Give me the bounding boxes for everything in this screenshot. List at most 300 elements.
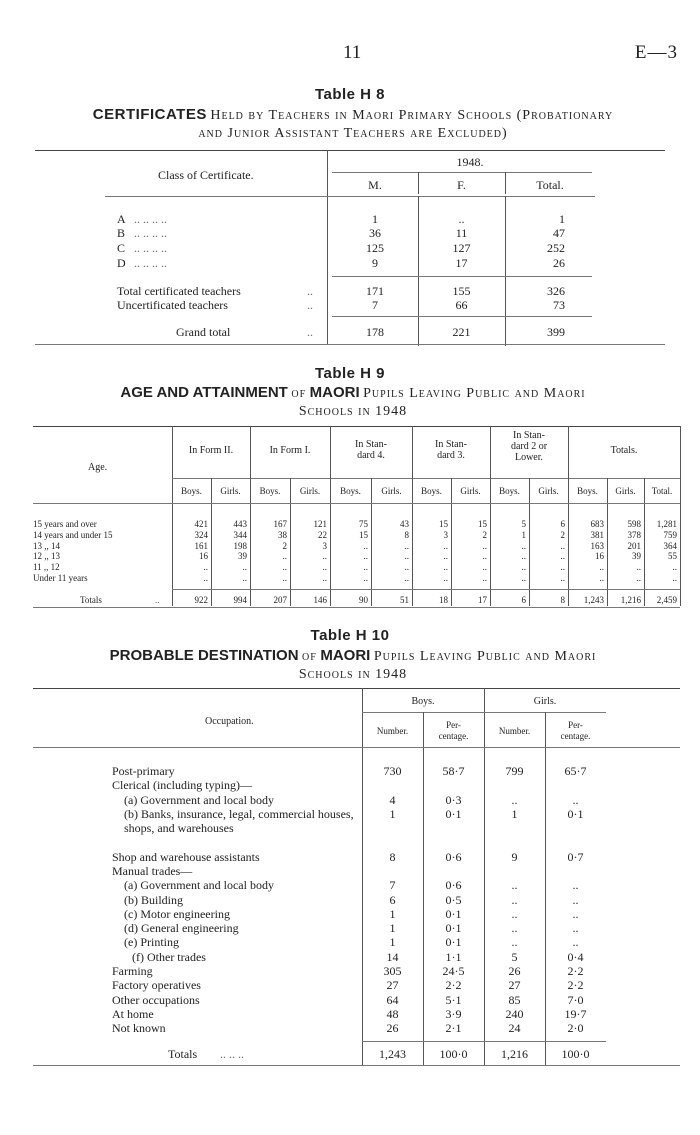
table-h10-title-b: of [302, 649, 317, 664]
rule-line [33, 426, 680, 427]
table-h10-title-d: Pupils Leaving Public and Maori [373, 649, 597, 664]
h10-boys-percentage: 0·1 [445, 907, 462, 921]
table-h10-title-a: PROBABLE DESTINATION [109, 647, 299, 664]
h9-group-header-line: dard 4. [357, 450, 385, 461]
h9-cell: .. [599, 562, 604, 572]
h9-sub-header: Girls. [299, 486, 321, 496]
h8-summary-dots: .. [307, 284, 313, 298]
table-h10-title-c: MAORI [320, 647, 371, 664]
h10-boys-number: 305 [383, 964, 402, 978]
h9-totals-label: Totals [80, 595, 102, 605]
h8-cell-total: 47 [553, 226, 565, 240]
h10-row-label: At home [112, 1007, 154, 1021]
column-divider [680, 426, 681, 606]
h9-sub-header: Boys. [499, 486, 520, 496]
h9-total-cell: 6 [521, 595, 526, 605]
h10-row-label: (a) Government and local body [124, 878, 274, 892]
h9-cell: .. [636, 573, 641, 583]
h9-total-cell: 146 [313, 595, 327, 605]
h9-cell: 167 [273, 519, 287, 529]
h10-boys-number: 1 [389, 807, 396, 821]
h10-boys-percentage: 5·1 [445, 993, 462, 1007]
h9-cell: .. [203, 562, 208, 572]
h9-cell: .. [282, 551, 287, 561]
h10-boys-number: 4 [389, 793, 396, 807]
table-h9-name: Table H 9 [314, 365, 386, 382]
h9-cell: 3 [322, 541, 327, 551]
h10-girls-percentage: 19·7 [564, 1007, 587, 1021]
h10-girls-percentage: 2·2 [567, 978, 584, 992]
h8-cell-total: 326 [547, 284, 565, 298]
h9-cell: .. [322, 573, 327, 583]
h10-boys-percentage: 0·1 [445, 921, 462, 935]
h9-cell: 2 [282, 541, 287, 551]
h10-row-label: Shop and warehouse assistants [112, 850, 260, 864]
rule-line [362, 712, 606, 713]
h9-cell: .. [443, 573, 448, 583]
h8-summary-dots: .. [307, 298, 313, 312]
h9-cell: .. [404, 541, 409, 551]
h9-sub-header: Girls. [615, 486, 636, 496]
h10-total-boys-percentage: 100·0 [439, 1047, 468, 1061]
h9-cell: .. [404, 573, 409, 583]
h9-group-header [568, 445, 680, 456]
h9-total-cell: 18 [439, 595, 448, 605]
h10-girls-number: 799 [505, 764, 524, 778]
rule-line [105, 196, 595, 197]
table-h8-name: Table H 8 [314, 86, 386, 103]
h10-girls-percentage: 2·2 [567, 964, 584, 978]
h8-cell-total: 73 [553, 298, 565, 312]
h9-cell: .. [521, 573, 526, 583]
h9-cell: 121 [313, 519, 327, 529]
h10-boys-percentage: 0·1 [445, 807, 462, 821]
h10-girls-percentage: 65·7 [564, 764, 587, 778]
h10-girls-percentage: .. [572, 907, 579, 921]
h9-cell: .. [672, 573, 677, 583]
h9-cell: 38 [278, 530, 287, 540]
h9-cell: .. [560, 551, 565, 561]
h9-cell: 683 [590, 519, 604, 529]
h9-cell: .. [482, 573, 487, 583]
h9-totals-dots: .. [155, 595, 160, 605]
h10-col-boys-number: Number. [376, 726, 409, 736]
rule-line [332, 172, 592, 173]
percentage-header-line: centage. [560, 731, 591, 741]
table-h8-title-rest-2: and Junior Assistant Teachers are Excluded) [198, 126, 508, 141]
h10-col-girls-number: Number. [498, 726, 531, 736]
h9-sub-header: Girls. [460, 486, 481, 496]
h8-cell-f: .. [458, 212, 465, 226]
h8-cell-total: 26 [553, 256, 565, 270]
rule-line [172, 478, 680, 479]
h10-girls-number: 240 [505, 1007, 524, 1021]
h10-row-label: Manual trades— [112, 864, 193, 878]
h9-cell: 16 [595, 551, 604, 561]
h9-cell: .. [443, 551, 448, 561]
h9-cell: .. [322, 562, 327, 572]
h9-cell: 161 [194, 541, 208, 551]
h10-girls-percentage: 0·4 [567, 950, 584, 964]
h9-cell: .. [482, 562, 487, 572]
h10-boys-percentage: 0·6 [445, 850, 462, 864]
h9-cell: .. [521, 541, 526, 551]
h9-cell: .. [404, 562, 409, 572]
h10-total-girls-percentage: 100·0 [561, 1047, 590, 1061]
h10-boys-number: 1 [389, 935, 396, 949]
h9-cell: .. [521, 562, 526, 572]
h9-cell: 324 [194, 530, 208, 540]
column-divider [327, 150, 328, 345]
h9-total-cell: 51 [400, 595, 409, 605]
h9-cell: 378 [627, 530, 641, 540]
h9-cell: 344 [233, 530, 247, 540]
h9-cell: .. [203, 573, 208, 583]
h9-cell: .. [560, 562, 565, 572]
rule-line [172, 589, 680, 590]
h8-col-m: M. [368, 178, 382, 192]
h9-sub-header: Boys. [421, 486, 442, 496]
h9-group-header [250, 445, 330, 456]
h10-col-occupation: Occupation. [205, 716, 254, 727]
h9-cell: 364 [663, 541, 677, 551]
table-h9-title-b: of [291, 386, 307, 401]
h8-row-dots: .. .. .. .. [134, 226, 167, 240]
h8-col-f: F. [457, 178, 466, 192]
h9-cell: 5 [521, 519, 526, 529]
h10-girls-percentage: .. [572, 935, 579, 949]
h8-cell-m: 36 [369, 226, 381, 240]
series-code: E—3 [634, 42, 678, 63]
h10-row-label: Factory operatives [112, 978, 201, 992]
h10-col-boys-percentage [423, 720, 484, 742]
h9-cell: .. [560, 573, 565, 583]
h9-total-cell: 1,243 [583, 595, 604, 605]
h8-col-class: Class of Certificate. [158, 168, 254, 182]
h10-boys-number: 730 [383, 764, 402, 778]
h10-boys-percentage: 24·5 [442, 964, 465, 978]
table-h10-name: Table H 10 [310, 627, 390, 644]
h9-sub-header: Boys. [340, 486, 361, 496]
h9-group-header [490, 430, 568, 463]
h9-total-cell: 1,216 [620, 595, 641, 605]
h8-col-year: 1948. [456, 155, 484, 169]
h9-cell: 163 [590, 541, 604, 551]
h8-grand-label: Grand total [176, 325, 231, 339]
h10-row-label: Clerical (including typing)— [112, 778, 252, 792]
h9-cell: .. [482, 541, 487, 551]
rule-line [33, 503, 680, 504]
h8-row-dots: .. .. .. .. [134, 212, 167, 226]
h9-sub-header: Girls. [381, 486, 402, 496]
h9-group-header [412, 439, 490, 461]
h10-row-label: Post-primary [112, 764, 175, 778]
h8-grand-m: 178 [366, 325, 384, 339]
h9-row-age: Under 11 years [33, 573, 88, 583]
h9-sub-header: Total. [651, 486, 673, 496]
h9-sub-header: Boys. [577, 486, 598, 496]
h8-row-label: A [117, 212, 126, 226]
h9-cell: 8 [404, 530, 409, 540]
table-h8-title-lead: CERTIFICATES [92, 106, 207, 123]
h10-row-label: Not known [112, 1021, 166, 1035]
table-h9-title-e: Schools in 1948 [298, 404, 408, 419]
h8-cell-f: 155 [452, 284, 471, 298]
h9-group-header-line: Lower. [514, 452, 544, 463]
h9-group-header-line: In Form II. [188, 445, 234, 456]
h10-girls-number: 85 [508, 993, 521, 1007]
h10-girls-percentage: 0·1 [567, 807, 584, 821]
h10-girls-percentage: .. [572, 793, 579, 807]
h9-cell: 198 [233, 541, 247, 551]
h9-group-header-line: dard 3. [437, 450, 465, 461]
h9-cell: .. [599, 573, 604, 583]
h9-cell: 2 [482, 530, 487, 540]
table-h8-title [28, 106, 678, 143]
rule-line [33, 1065, 680, 1066]
h10-col-girls: Girls. [533, 696, 557, 707]
table-h9-title-c: MAORI [309, 384, 360, 401]
h9-cell: .. [443, 541, 448, 551]
h10-total-boys-number: 1,243 [379, 1047, 406, 1061]
table-h10-title-e: Schools in 1948 [298, 667, 408, 682]
h10-girls-number: .. [511, 907, 518, 921]
h9-cell: 43 [400, 519, 409, 529]
h9-cell: 15 [478, 519, 487, 529]
h9-cell: 39 [632, 551, 641, 561]
h8-cell-m: 9 [372, 256, 378, 270]
h9-cell: 22 [318, 530, 327, 540]
h8-cell-total: 1 [559, 212, 565, 226]
h9-group-header [172, 445, 250, 456]
h9-cell: .. [363, 551, 368, 561]
h9-cell: 421 [194, 519, 208, 529]
h8-cell-f: 127 [452, 241, 471, 255]
h10-boys-percentage: 0·3 [445, 793, 462, 807]
h9-cell: .. [443, 562, 448, 572]
h10-col-girls-percentage [545, 720, 606, 742]
h9-cell: 39 [238, 551, 247, 561]
h9-total-cell: 17 [478, 595, 487, 605]
h8-summary-label: Uncertificated teachers [117, 298, 228, 312]
h9-sub-header: Boys. [259, 486, 281, 496]
h10-row-label: (d) General engineering [124, 921, 239, 935]
h8-row-dots: .. .. .. .. [134, 256, 167, 270]
h9-cell: 6 [560, 519, 565, 529]
h9-group-header-line: In Form I. [269, 445, 311, 456]
h8-col-total: Total. [536, 178, 564, 192]
rule-line [33, 747, 680, 748]
table-h8-title-rest-1: Held by Teachers in Maori Primary Schools (Probationary [210, 108, 614, 123]
h9-cell: 1,281 [656, 519, 677, 529]
h10-boys-percentage: 2·1 [445, 1021, 462, 1035]
h9-cell: 598 [627, 519, 641, 529]
h8-row-label: D [117, 256, 126, 270]
h10-boys-number: 48 [386, 1007, 399, 1021]
h9-row-age: 14 years and under 15 [33, 530, 113, 540]
h10-row-label: (c) Motor engineering [124, 907, 230, 921]
page-number: 11 [343, 42, 362, 63]
h9-cell: .. [363, 562, 368, 572]
h9-cell: 1 [521, 530, 526, 540]
h9-cell: 201 [627, 541, 641, 551]
h9-total-cell: 8 [560, 595, 565, 605]
h9-sub-header: Girls. [538, 486, 559, 496]
h8-cell-f: 66 [455, 298, 468, 312]
table-h10-title [28, 647, 678, 684]
h8-row-label: B [117, 226, 126, 240]
h9-cell: 443 [233, 519, 247, 529]
h10-girls-percentage: .. [572, 921, 579, 935]
h9-cell: 759 [663, 530, 677, 540]
h8-grand-dots: .. [307, 325, 313, 339]
h9-cell: .. [322, 551, 327, 561]
h10-boys-percentage: 58·7 [442, 764, 465, 778]
h9-row-age: 15 years and over [33, 519, 97, 529]
h10-boys-number: 1 [389, 921, 396, 935]
h10-boys-percentage: 0·5 [445, 893, 462, 907]
h9-cell: .. [282, 573, 287, 583]
h8-grand-f: 221 [452, 325, 471, 339]
h9-cell: 2 [560, 530, 565, 540]
h10-row-label: (b) Building [124, 893, 183, 907]
h8-summary-label: Total certificated teachers [117, 284, 241, 298]
h9-row-age: 12 ,, 13 [33, 551, 60, 561]
page-header [0, 42, 700, 66]
h10-boys-percentage: 1·1 [445, 950, 462, 964]
h8-cell-m: 1 [372, 212, 378, 226]
h9-group-header [330, 439, 412, 461]
h9-cell: .. [521, 551, 526, 561]
h9-cell: 3 [443, 530, 448, 540]
h10-boys-number: 26 [386, 1021, 399, 1035]
h10-girls-number: .. [511, 793, 518, 807]
rule-line [332, 276, 592, 277]
h9-sub-header: Boys. [181, 486, 202, 496]
h10-row-label: Farming [112, 964, 153, 978]
rule-line [362, 1041, 606, 1042]
h9-cell: .. [242, 573, 247, 583]
h8-cell-m: 125 [366, 241, 384, 255]
h10-col-boys: Boys. [411, 696, 435, 707]
h9-total-cell: 994 [233, 595, 247, 605]
h10-girls-number: 9 [511, 850, 518, 864]
h9-sub-header: Girls. [220, 486, 241, 496]
h10-boys-number: 1 [389, 907, 396, 921]
h8-grand-total: 399 [547, 325, 565, 339]
rule-line [33, 607, 680, 608]
h10-boys-number: 64 [386, 993, 399, 1007]
table-h9-title-a: AGE AND ATTAINMENT [120, 384, 288, 401]
h9-total-cell: 922 [194, 595, 208, 605]
h10-girls-percentage: .. [572, 878, 579, 892]
h10-girls-number: 1 [511, 807, 518, 821]
h8-cell-f: 11 [455, 226, 468, 240]
h10-girls-number: 24 [508, 1021, 521, 1035]
h10-girls-number: 26 [508, 964, 521, 978]
h8-cell-m: 7 [372, 298, 378, 312]
h9-cell: .. [363, 573, 368, 583]
h10-boys-percentage: 3·9 [445, 1007, 462, 1021]
h10-girls-percentage: .. [572, 893, 579, 907]
table-h9-title-d: Pupils Leaving Public and Maori [363, 386, 586, 401]
percentage-header-line: Per- [446, 720, 461, 730]
h10-boys-percentage: 2·2 [445, 978, 462, 992]
h9-cell: .. [404, 551, 409, 561]
h10-girls-number: 27 [508, 978, 521, 992]
h9-total-cell: 207 [273, 595, 287, 605]
h9-cell: 15 [439, 519, 448, 529]
h9-cell: 16 [199, 551, 208, 561]
h8-cell-m: 171 [366, 284, 384, 298]
h10-totals-dots: .. .. .. [220, 1047, 244, 1061]
h10-boys-percentage: 0·6 [445, 878, 462, 892]
h10-boys-percentage: 0·1 [445, 935, 462, 949]
h9-row-age: 11 ,, 12 [33, 562, 60, 572]
h10-row-label: (b) Banks, insurance, legal, commercial houses, shops, and warehouses [124, 807, 354, 835]
h10-row-label: (f) Other trades [132, 950, 206, 964]
h9-group-header-line: In Stan- [355, 439, 387, 450]
h9-cell: .. [636, 562, 641, 572]
h9-cell: .. [672, 562, 677, 572]
h9-cell: .. [282, 562, 287, 572]
h10-girls-number: .. [511, 878, 518, 892]
table-h9-title [28, 384, 678, 421]
h8-row-label: C [117, 241, 126, 255]
h9-total-cell: 2,459 [656, 595, 677, 605]
h8-row-dots: .. .. .. .. [134, 241, 167, 255]
h10-row-label: (e) Printing [124, 935, 179, 949]
h9-group-header-line: In Stan- [435, 439, 467, 450]
rule-line [332, 316, 592, 317]
h10-totals-label: Totals [168, 1047, 198, 1061]
h10-boys-number: 8 [389, 850, 396, 864]
percentage-header-line: centage. [438, 731, 469, 741]
h9-cell: .. [363, 541, 368, 551]
h9-cell: 55 [668, 551, 677, 561]
h9-total-cell: 90 [359, 595, 368, 605]
h9-cell: .. [482, 551, 487, 561]
h10-girls-number: .. [511, 893, 518, 907]
h10-girls-number: .. [511, 921, 518, 935]
h10-girls-percentage: 2·0 [567, 1021, 584, 1035]
h8-cell-f: 17 [455, 256, 468, 270]
h9-row-age: 13 ,, 14 [33, 541, 60, 551]
h9-group-header-line: dard 2 or [510, 441, 548, 452]
h9-cell: 381 [590, 530, 604, 540]
h10-boys-number: 14 [386, 950, 399, 964]
h9-group-header-line: Totals. [610, 445, 638, 456]
percentage-header-line: Per- [568, 720, 583, 730]
h9-cell: .. [242, 562, 247, 572]
h9-cell: 15 [359, 530, 368, 540]
h10-row-label: Other occupations [112, 993, 200, 1007]
h8-cell-total: 252 [547, 241, 565, 255]
rule-line [33, 688, 680, 689]
rule-line [35, 344, 665, 345]
h9-cell: 75 [359, 519, 368, 529]
h10-total-girls-number: 1,216 [501, 1047, 528, 1061]
h10-row-label: (a) Government and local body [124, 793, 274, 807]
h10-boys-number: 7 [389, 878, 396, 892]
h9-col-age: Age. [88, 462, 108, 473]
h9-group-header-line: In Stan- [513, 430, 545, 441]
h10-boys-number: 27 [386, 978, 399, 992]
rule-line [35, 150, 665, 151]
h10-girls-number: 5 [511, 950, 518, 964]
h9-cell: .. [560, 541, 565, 551]
h10-girls-percentage: 0·7 [567, 850, 584, 864]
